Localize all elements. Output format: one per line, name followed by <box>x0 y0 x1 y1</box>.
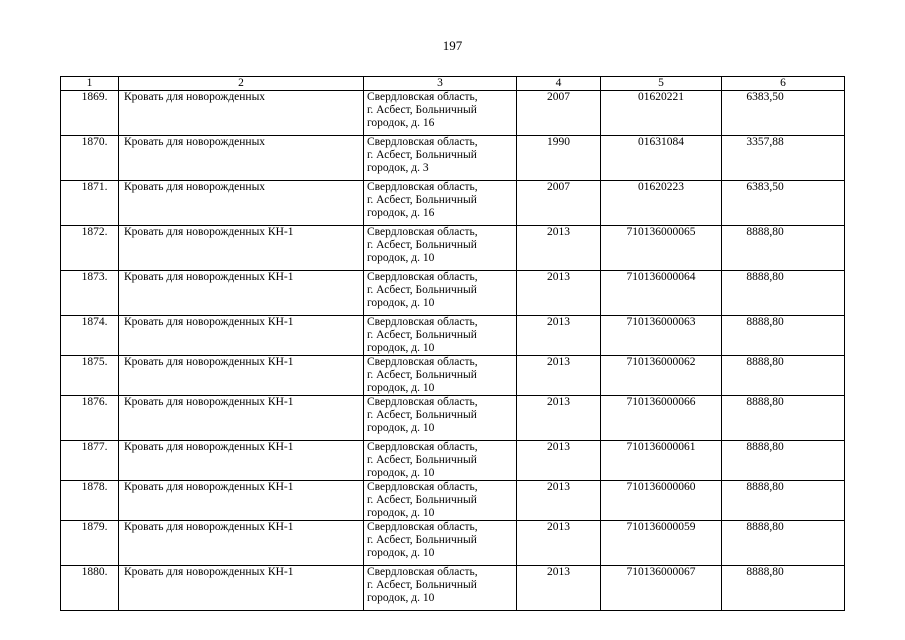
page-number: 197 <box>442 38 463 53</box>
address-line: Свердловская область, <box>367 396 478 408</box>
address-line: г. Асбест, Больничный <box>367 494 477 506</box>
cost-cell: 8888,80 <box>722 316 845 356</box>
address-line: Свердловская область, <box>367 441 478 453</box>
address-cell <box>364 441 517 481</box>
address-line: городок, д. 10 <box>367 342 435 354</box>
address-cell <box>364 566 517 611</box>
row-number-cell: 1869. <box>61 91 119 136</box>
row-number-cell: 1873. <box>61 271 119 316</box>
cost-cell: 6383,50 <box>722 91 845 136</box>
inventory-code-cell: 01620221 <box>601 91 722 136</box>
cost-cell: 8888,80 <box>722 566 845 611</box>
address-line: городок, д. 3 <box>367 162 429 174</box>
address-line: г. Асбест, Больничный <box>367 239 477 251</box>
item-name-cell: Кровать для новорожденных КН-1 <box>119 356 364 396</box>
address-cell <box>364 521 517 566</box>
year-cell: 2013 <box>517 356 601 396</box>
row-number-cell: 1876. <box>61 396 119 441</box>
address-line: Свердловская область, <box>367 91 478 103</box>
year-cell: 2013 <box>517 271 601 316</box>
table-row <box>61 521 845 566</box>
column-header: 2 <box>119 77 364 91</box>
inventory-code-cell: 710136000065 <box>601 226 722 271</box>
inventory-code-cell: 710136000063 <box>601 316 722 356</box>
address-line: городок, д. 10 <box>367 297 435 309</box>
cost-cell: 8888,80 <box>722 441 845 481</box>
item-name-cell: Кровать для новорожденных КН-1 <box>119 441 364 481</box>
address-cell <box>364 356 517 396</box>
address-cell <box>364 271 517 316</box>
address-line: Свердловская область, <box>367 521 478 533</box>
cost-cell: 8888,80 <box>722 226 845 271</box>
column-header: 5 <box>601 77 722 91</box>
year-cell: 1990 <box>517 136 601 181</box>
address-cell <box>364 226 517 271</box>
address-line: городок, д. 10 <box>367 252 435 264</box>
item-name-cell: Кровать для новорожденных КН-1 <box>119 226 364 271</box>
table-row <box>61 566 845 611</box>
year-cell: 2007 <box>517 181 601 226</box>
year-cell: 2007 <box>517 91 601 136</box>
table-row <box>61 91 845 136</box>
item-name-cell: Кровать для новорожденных <box>119 91 364 136</box>
address-cell <box>364 136 517 181</box>
table-row <box>61 356 845 396</box>
address-cell <box>364 181 517 226</box>
year-cell: 2013 <box>517 566 601 611</box>
cost-cell: 8888,80 <box>722 521 845 566</box>
table-row <box>61 441 845 481</box>
inventory-code-cell: 01620223 <box>601 181 722 226</box>
column-header: 6 <box>722 77 845 91</box>
row-number-cell: 1875. <box>61 356 119 396</box>
row-number-cell: 1870. <box>61 136 119 181</box>
address-cell <box>364 316 517 356</box>
address-line: г. Асбест, Больничный <box>367 579 477 591</box>
address-line: Свердловская область, <box>367 566 478 578</box>
inventory-code-cell: 710136000066 <box>601 396 722 441</box>
address-line: г. Асбест, Больничный <box>367 104 477 116</box>
address-line: Свердловская область, <box>367 136 478 148</box>
address-cell <box>364 91 517 136</box>
item-name-cell: Кровать для новорожденных КН-1 <box>119 481 364 521</box>
item-name-cell: Кровать для новорожденных <box>119 136 364 181</box>
item-name-cell: Кровать для новорожденных КН-1 <box>119 566 364 611</box>
column-header: 3 <box>364 77 517 91</box>
column-header: 4 <box>517 77 601 91</box>
year-cell: 2013 <box>517 226 601 271</box>
item-name-cell: Кровать для новорожденных КН-1 <box>119 271 364 316</box>
year-cell: 2013 <box>517 441 601 481</box>
address-line: Свердловская область, <box>367 356 478 368</box>
row-number-cell: 1874. <box>61 316 119 356</box>
cost-cell: 6383,50 <box>722 181 845 226</box>
address-line: г. Асбест, Больничный <box>367 369 477 381</box>
address-line: городок, д. 10 <box>367 547 435 559</box>
address-cell <box>364 396 517 441</box>
cost-cell: 8888,80 <box>722 356 845 396</box>
item-name-cell: Кровать для новорожденных КН-1 <box>119 521 364 566</box>
inventory-code-cell: 710136000060 <box>601 481 722 521</box>
row-number-cell: 1872. <box>61 226 119 271</box>
row-number-cell: 1871. <box>61 181 119 226</box>
row-number-cell: 1879. <box>61 521 119 566</box>
address-line: Свердловская область, <box>367 271 478 283</box>
column-header: 1 <box>61 77 119 91</box>
year-cell: 2013 <box>517 481 601 521</box>
cost-cell: 8888,80 <box>722 271 845 316</box>
header-row <box>61 77 845 91</box>
address-line: Свердловская область, <box>367 316 478 328</box>
inventory-code-cell: 710136000059 <box>601 521 722 566</box>
address-line: городок, д. 16 <box>367 117 435 129</box>
row-number-cell: 1878. <box>61 481 119 521</box>
item-name-cell: Кровать для новорожденных КН-1 <box>119 396 364 441</box>
inventory-code-cell: 710136000067 <box>601 566 722 611</box>
year-cell: 2013 <box>517 316 601 356</box>
table-row <box>61 396 845 441</box>
address-line: Свердловская область, <box>367 181 478 193</box>
table-row <box>61 271 845 316</box>
inventory-table <box>60 76 845 611</box>
address-cell <box>364 481 517 521</box>
address-line: г. Асбест, Больничный <box>367 149 477 161</box>
table-row <box>61 226 845 271</box>
inventory-code-cell: 01631084 <box>601 136 722 181</box>
item-name-cell: Кровать для новорожденных <box>119 181 364 226</box>
address-line: Свердловская область, <box>367 481 478 493</box>
cost-cell: 8888,80 <box>722 481 845 521</box>
address-line: городок, д. 10 <box>367 382 435 394</box>
inventory-code-cell: 710136000062 <box>601 356 722 396</box>
address-line: городок, д. 10 <box>367 467 435 479</box>
item-name-cell: Кровать для новорожденных КН-1 <box>119 316 364 356</box>
address-line: городок, д. 10 <box>367 592 435 604</box>
table-row <box>61 136 845 181</box>
inventory-code-cell: 710136000064 <box>601 271 722 316</box>
address-line: городок, д. 10 <box>367 422 435 434</box>
address-line: городок, д. 16 <box>367 207 435 219</box>
table-row <box>61 481 845 521</box>
table-body <box>61 91 845 611</box>
table-row <box>61 316 845 356</box>
address-line: г. Асбест, Больничный <box>367 534 477 546</box>
inventory-code-cell: 710136000061 <box>601 441 722 481</box>
address-line: г. Асбест, Больничный <box>367 329 477 341</box>
address-line: г. Асбест, Больничный <box>367 454 477 466</box>
address-line: г. Асбест, Больничный <box>367 284 477 296</box>
cost-cell: 3357,88 <box>722 136 845 181</box>
table-row <box>61 181 845 226</box>
year-cell: 2013 <box>517 521 601 566</box>
address-line: городок, д. 10 <box>367 507 435 519</box>
address-line: Свердловская область, <box>367 226 478 238</box>
year-cell: 2013 <box>517 396 601 441</box>
row-number-cell: 1880. <box>61 566 119 611</box>
address-line: г. Асбест, Больничный <box>367 409 477 421</box>
cost-cell: 8888,80 <box>722 396 845 441</box>
row-number-cell: 1877. <box>61 441 119 481</box>
address-line: г. Асбест, Больничный <box>367 194 477 206</box>
